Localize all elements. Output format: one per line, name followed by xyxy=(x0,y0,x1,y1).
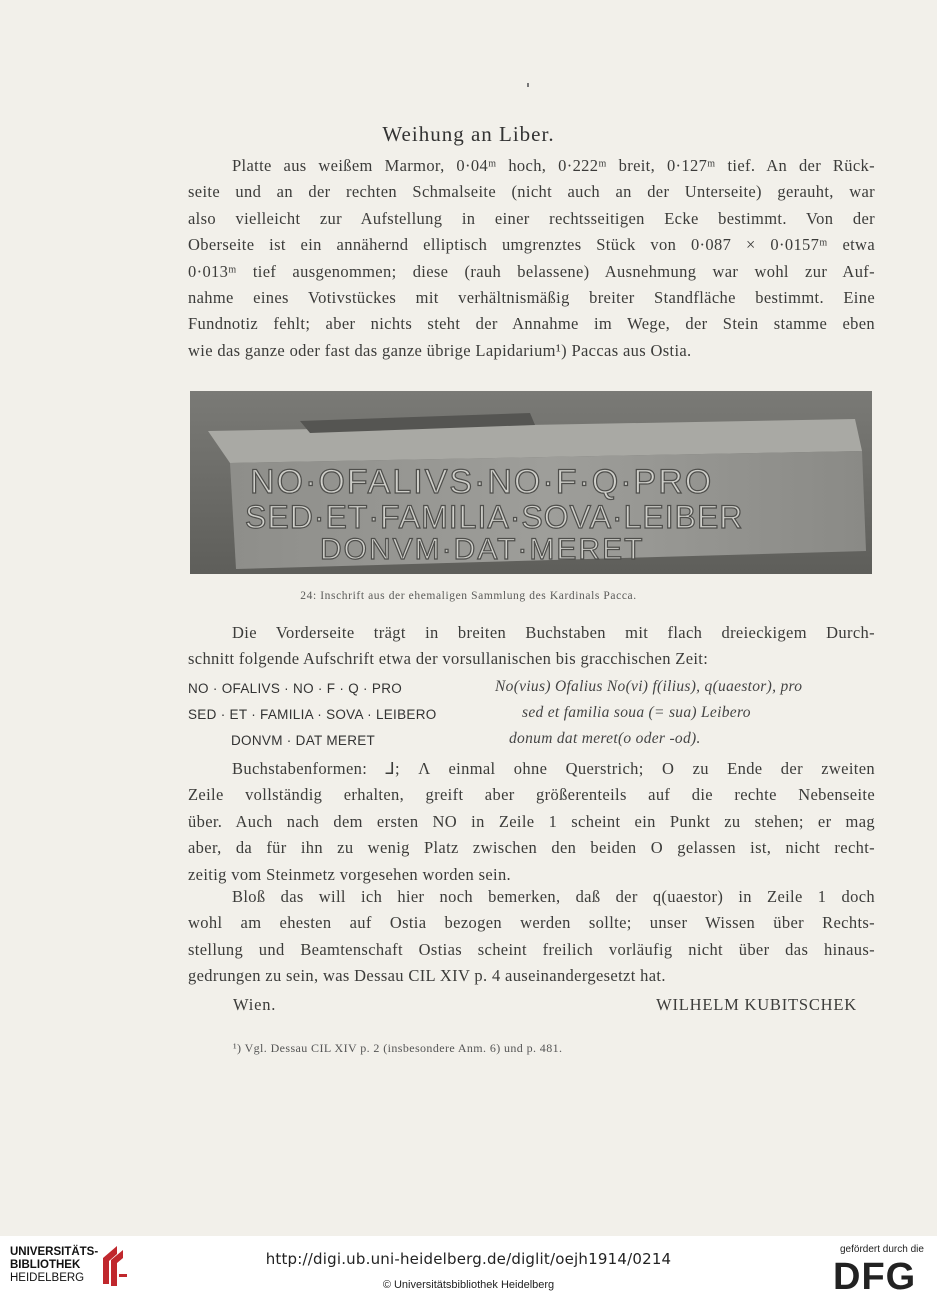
text-line: also vielleicht zur Aufstellung in einer rechtsseitigen Ecke bestimmt. Von der xyxy=(188,208,875,228)
text-line: zeitig vom Steinmetz vorgesehen worden sein. xyxy=(188,864,512,884)
text-line: Die Vorderseite trägt in breiten Buchstaben mit flach dreieckigem Durch- xyxy=(232,623,875,642)
photo-inscription-line-3: DONVM·DAT·MERET xyxy=(320,533,645,566)
figure-caption: 24: Inschrift aus der ehemaligen Sammlung des Kardinals Pacca. xyxy=(300,590,637,602)
inscription-latin-line-1: NO · OFALIVS · NO · F · Q · PRO xyxy=(188,681,403,696)
funder-label: gefördert durch die xyxy=(840,1244,924,1255)
paragraph-quaestor xyxy=(188,884,875,990)
paragraph-letter-forms xyxy=(188,756,875,888)
inscription-photo xyxy=(190,391,872,574)
page-title: Weihung an Liber. xyxy=(382,122,555,146)
footnote: ¹) Vgl. Dessau CIL XIV p. 2 (insbesondere Anm. 6) und p. 481. xyxy=(233,1041,563,1055)
footer-bar xyxy=(0,1236,937,1302)
photo-inscription-line-2: SED·ET·FAMILIA·SOVA·LEIBER xyxy=(245,499,744,535)
photo-inscription-line-1: NO·OFALIVS·NO·F·Q·PRO xyxy=(250,463,714,501)
signature-place: Wien. xyxy=(233,995,277,1014)
inscription-transcription-line-3: donum dat meret(o oder -od). xyxy=(509,730,701,747)
copyright-notice: © Universitätsbibliothek Heidelberg xyxy=(382,1279,555,1291)
text-line: wohl am ehesten auf Ostia bezogen werden sollte; unser Wissen über Rechts- xyxy=(188,913,875,933)
text-line: gedrungen zu sein, was Dessau CIL XIV p. 4 auseinandergesetzt hat. xyxy=(188,966,666,986)
text-line: nahme eines Votivstückes mit verhältnismäßig breiter Standfläche bestimmt. Eine xyxy=(188,288,875,308)
text-line: aber, da für ihn zu wenig Platz zwischen den beiden O gelassen ist, nicht recht- xyxy=(188,838,875,858)
text-line: wie das ganze oder fast das ganze übrige Lapidarium¹) Paccas aus Ostia. xyxy=(188,340,692,360)
text-line: Zeile vollständig erhalten, greift aber größerenteils auf die rechte Nebenseite xyxy=(188,785,875,805)
text-line: Bloß das will ich hier noch bemerken, daß der q(uaestor) in Zeile 1 doch xyxy=(232,887,875,906)
text-line: stellung und Beamtenschaft Ostias scheint freilich vorläufig nicht über das hinaus- xyxy=(188,939,875,959)
inscription-transcription-line-2: sed et familia soua (= sua) Leibero xyxy=(522,704,751,721)
text-line: Platte aus weißem Marmor, 0·04ᵐ hoch, 0·222ᵐ breit, 0·127ᵐ tief. An der Rück- xyxy=(232,156,875,175)
text-line: schnitt folgende Aufschrift etwa der vorsullanischen bis gracchischen Zeit: xyxy=(188,649,709,669)
signature-author: WILHELM KUBITSCHEK xyxy=(656,995,857,1014)
text-line: seite und an der rechten Schmalseite (nicht auch an der Unterseite) gerauht, war xyxy=(188,182,875,202)
print-mark xyxy=(527,83,529,87)
inscription-latin-line-3: DONVM · DAT MERET xyxy=(231,733,376,748)
text-line: 0·013ᵐ tief ausgenommen; diese (rauh belassene) Ausnehmung war wohl zur Auf- xyxy=(188,261,875,281)
text-line: über. Auch nach dem ersten NO in Zeile 1 scheint ein Punkt zu stehen; er mag xyxy=(188,811,875,831)
stone-plate-image xyxy=(190,391,872,574)
paragraph-front-side xyxy=(188,620,875,673)
library-name-line-2: BIBLIOTHEK xyxy=(10,1259,81,1271)
inscription-transcription-line-1: No(vius) Ofalius No(vi) f(ilius), q(uaestor), pro xyxy=(495,678,803,695)
document-url-link[interactable]: http://digi.ub.uni-heidelberg.de/diglit/oejh1914/0214 xyxy=(265,1250,672,1268)
dfg-logo: DFG xyxy=(833,1256,917,1298)
library-name-line-3: HEIDELBERG xyxy=(10,1272,85,1284)
text-line: Buchstabenformen: ⅃; Λ einmal ohne Querstrich; O zu Ende der zweiten xyxy=(232,759,875,778)
text-line: Fundnotiz fehlt; aber nichts steht der Annahme im Wege, der Stein stamme eben xyxy=(188,314,875,334)
text-line: Oberseite ist ein annähernd elliptisch umgrenztes Stück von 0·087 × 0·0157ᵐ etwa xyxy=(188,235,875,255)
library-name-line-1: UNIVERSITÄTS- xyxy=(10,1246,99,1258)
inscription-latin-line-2: SED · ET · FAMILIA · SOVA · LEIBERO xyxy=(188,707,437,722)
paragraph-description xyxy=(188,153,875,364)
